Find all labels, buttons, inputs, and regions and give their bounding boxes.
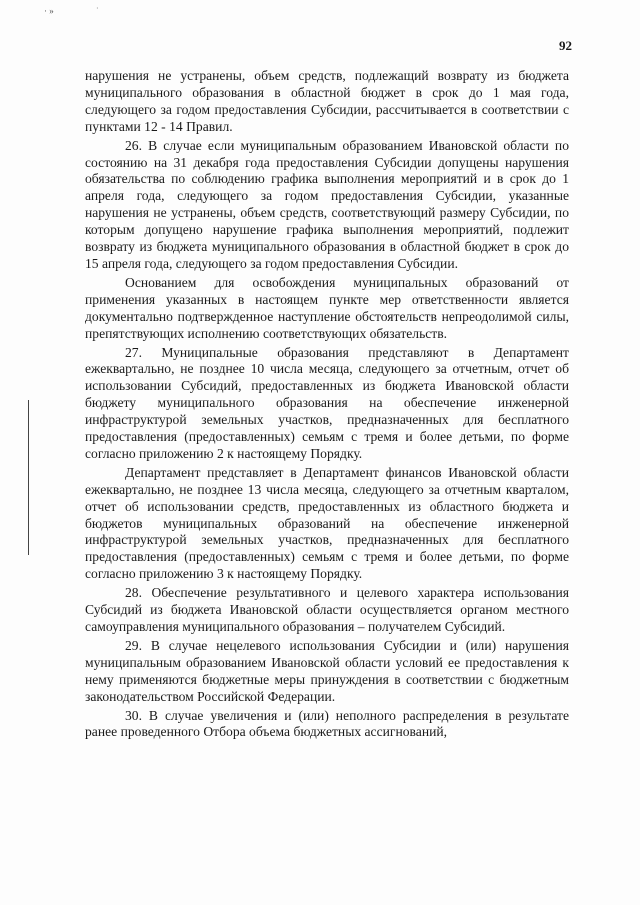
paragraph-department-report: Департамент представляет в Департамент финансов Ивановской области ежеквартально, не позднее 13 числа месяца, следующего за отчетным кварталом, отчет об использовании средств, предоставленных из областного бюджета и бюджетов муниципальных образований на обеспечение инженерной инфраструктурой земельных участков, предназначенных для бесплатного предоставления (предоставленных) семьям с тремя и более детьми, по форме согласно приложению 3 к настоящему Порядку. [85,464,569,582]
paragraph-28: 28. Обеспечение результативного и целевого характера использования Субсидий из бюджета Ивановской области осуществляется органом местного самоуправления муниципального образования – получателем Субсидий. [85,585,569,634]
paragraph-27: 27. Муниципальные образования представляют в Департамент ежеквартально, не позднее 10 числа месяца, следующего за отчетным, отчет об использовании Субсидий, предоставленных из бюджета Ивановской области бюджету муниципального образования на обеспечение инженерной инфраструктурой земельных участков, предназначенных для бесплатного предоставления (предоставленных) семьям с тремя и более детьми, по форме согласно приложению 2 к настоящему Порядку. [85,344,569,461]
page-number: 92 [559,38,572,53]
scan-artifact: · [96,4,99,13]
paragraph-continuation: нарушения не устранены, объем средств, подлежащий возврату из бюджета муниципального образования в областной бюджет в срок до 1 мая года, следующего за годом предоставления Субсидии, рассчитывается в соответствии с пунктами 12 - 14 Правил. [85,68,569,134]
scan-artifact: · » [44,6,54,16]
paragraph-29: 29. В случае нецелевого использования Субсидии и (или) нарушения муниципальным образованием Ивановской области условий ее предоставления к нему применяются бюджетные меры принуждения в соответствии с бюджетным законодательством Российской Федерации. [85,637,569,704]
paragraph-exemption: Основанием для освобождения муниципальных образований от применения указанных в настоящем пункте мер ответственности является документально подтвержденное наступление обстоятельств непреодолимой силы, препятствующих исполнению соответствующих обязательств. [85,274,569,341]
margin-line [28,400,29,555]
paragraph-30: 30. В случае увеличения и (или) неполного распределения в результате ранее проведенного Отбора объема бюджетных ассигнований, [85,707,569,740]
paragraph-26: 26. В случае если муниципальным образованием Ивановской области по состоянию на 31 декабря года предоставления Субсидии допущены нарушения обязательства по соблюдению графика выполнения мероприятий и в срок до 1 апреля года, следующего за годом предоставления Субсидии, указанные нарушения не устранены, объем средств, соответствующий размеру Субсидии, по которым допущено нарушение графика выполнения мероприятий, подлежит возврату из бюджета муниципального образования в областной бюджет в срок до 15 апреля года, следующего за годом предоставления Субсидии. [85,137,569,271]
document-body [85,68,569,741]
